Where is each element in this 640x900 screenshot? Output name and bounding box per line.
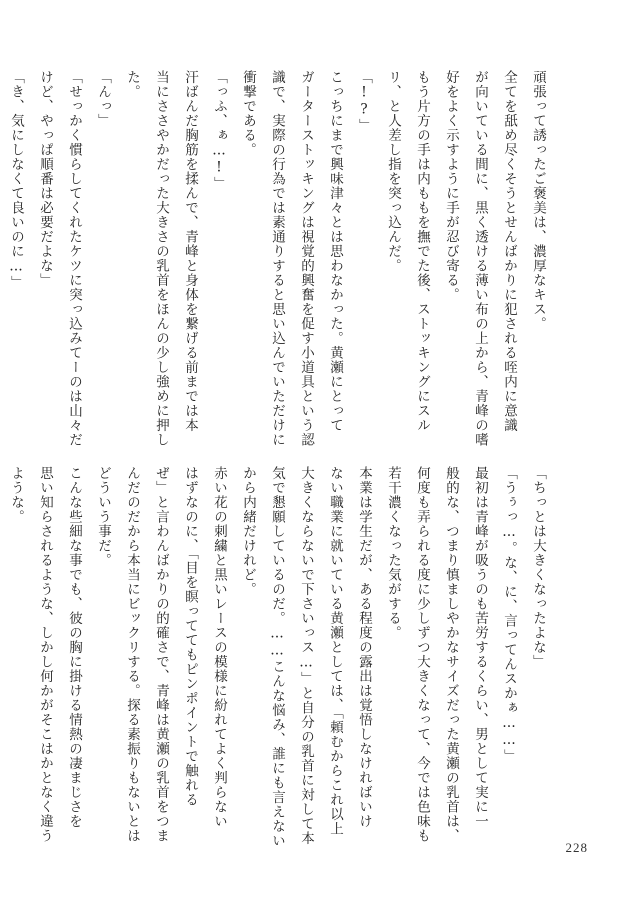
text-line: ような。 — [8, 466, 24, 524]
text-line: 本業は学生だが、ある程度の露出は覚悟しなければいけ — [356, 466, 372, 829]
text-line: た。 — [124, 70, 140, 99]
text-line: こんな些細な事でも、彼の胸に掛ける情熱の凄まじさを — [66, 466, 82, 829]
text-line: 赤い花の刺繍と黒いレースの模様に紛れてよく判らない — [211, 466, 227, 829]
text-line — [0, 70, 1, 460]
text-line: 「せっかく慣らしてくれたケツに突っ込みてーのは山々だ — [66, 70, 82, 447]
upper-text-block — [0, 70, 552, 460]
text-line: 「!?」 — [356, 70, 372, 133]
text-line: 般的な、つまり慎ましやかなサイズだった黄瀬の乳首は、 — [443, 466, 459, 843]
text-line: んだのだから本当にビックリする。探る素振りもないとは — [124, 466, 140, 843]
text-line: 若干濃くなった気がする。 — [385, 466, 401, 640]
text-line: 当にささやかだった大きさの乳首をほんの少し強めに押し — [153, 70, 169, 447]
text-line: 「ちっとは大きくなったよな」 — [530, 466, 546, 669]
text-line — [0, 466, 1, 856]
text-line: 気で懇願しているのだ。……こんな悩み、誰にも言えない — [269, 466, 285, 848]
text-line: けど、やっぱ順番は必要だよな」 — [37, 70, 53, 288]
lower-text-block — [0, 466, 552, 856]
text-line: 「んっ」 — [95, 70, 111, 128]
text-line: 汗ばんだ胸筋を揉んで、青峰と身体を繋げる前までは本 — [182, 70, 198, 433]
text-line: 「うぅっ…。な、に、言ってんスかぁ……」 — [501, 466, 517, 764]
text-line: 全てを舐め尽くそうとせんばかりに犯される咥内に意識 — [501, 70, 517, 433]
page-number: 228 — [565, 840, 588, 855]
text-line: 識で、実際の行為では素通りすると思い込んでいただけに — [269, 70, 285, 447]
text-line: 最初は青峰が吸うのも苦労するくらい、男として実に一 — [472, 466, 488, 829]
text-line: から内緒だけれど。 — [240, 466, 256, 597]
text-line: 何度も弄られる度に少しずつ大きくなって、今では色味も — [414, 466, 430, 843]
text-line: こっちにまで興味津々とは思わなかった。黄瀬にとって — [327, 70, 343, 433]
text-line: 好をよく示すように手が忍び寄る。 — [443, 70, 459, 302]
text-line: 思い知らされるような、しかし何かがそこはかとなく違う — [37, 466, 53, 843]
text-line: 「っふ、ぁ…!」 — [211, 70, 227, 191]
text-line: ぜ」と言わんばかりの的確さで、青峰は黄瀬の乳首をつま — [153, 466, 169, 843]
text-line: 大きくならないで下さいっス…」と自分の乳首に対して本 — [298, 466, 314, 846]
text-line: 衝撃である。 — [240, 70, 256, 157]
text-line: が向いている間に、黒く透ける薄い布の上から、青峰の嗜 — [472, 70, 488, 447]
text-line: もう片方の手は内ももを撫でた後、ストッキングにスル — [414, 70, 430, 433]
text-line: はずなのに、「目を瞑っててもピンポイントで触れる — [182, 466, 198, 808]
text-line: 「き、気にしなくて良いのに…」 — [8, 70, 24, 290]
text-line: どういう事だ。 — [95, 466, 111, 568]
text-line: 頑張って誘ったご褒美は、濃厚なキス。 — [530, 70, 546, 331]
text-line: ない職業に就いている黄瀬としては、「頼むからこれ以上 — [327, 466, 343, 837]
text-line: ガーターストッキングは視覚的興奮を促す小道具という認 — [298, 70, 314, 447]
text-line: リ、と人差し指を突っ込んだ。 — [385, 70, 401, 273]
